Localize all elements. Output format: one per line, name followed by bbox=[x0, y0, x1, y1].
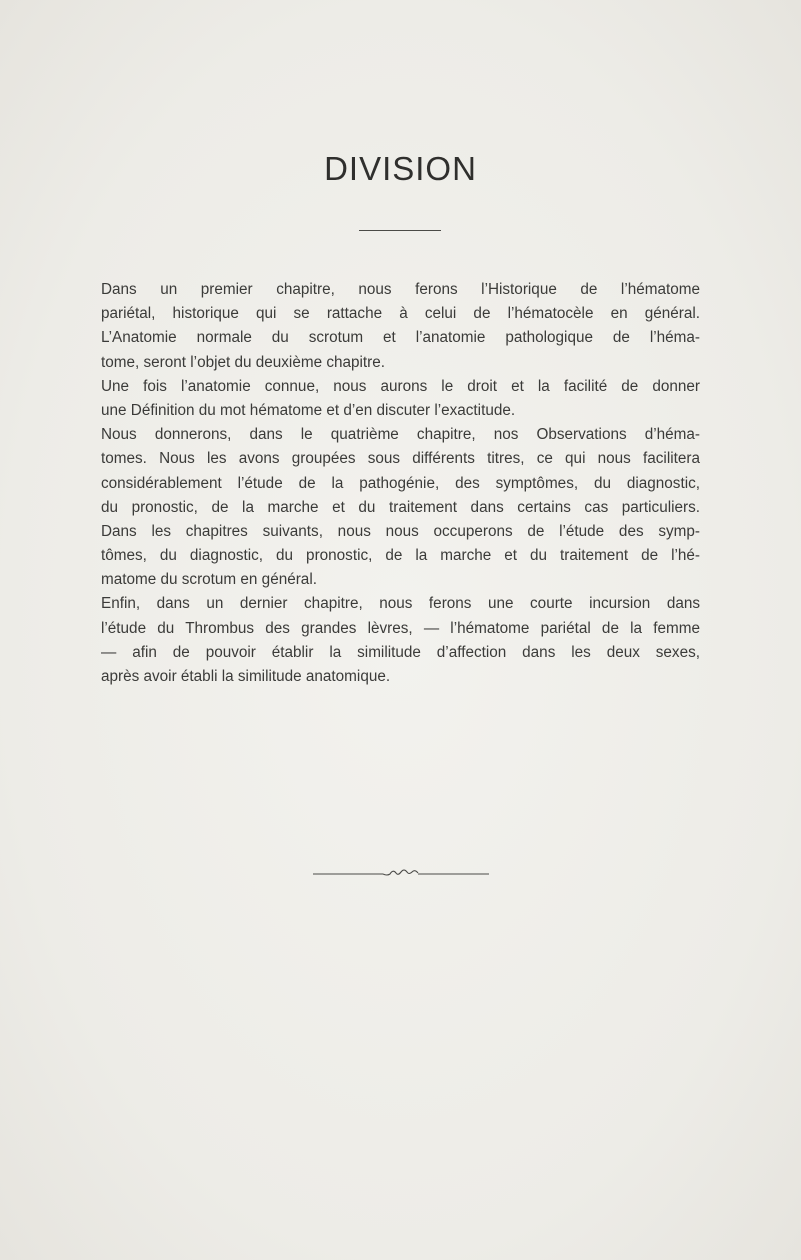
text-line: tômes, du diagnostic, du pronostic, de la marche et du traitement de l’hé- bbox=[101, 547, 700, 565]
title-underline-rule bbox=[359, 230, 441, 231]
text-line: Une fois l’anatomie connue, nous aurons le droit et la facilité de donner bbox=[101, 377, 700, 395]
text-line: considérablement l’étude de la pathogénie, des symptômes, du diagnostic, bbox=[101, 474, 700, 492]
text-line: Dans un premier chapitre, nous ferons l’Historique de l’hématome bbox=[101, 281, 700, 298]
page-title: DIVISION bbox=[324, 150, 477, 187]
text-line: l’étude du Thrombus des grandes lèvres, — l’hématome pariétal de la femme bbox=[101, 619, 700, 637]
text-line: pariétal, historique qui se rattache à celui de l’hématocèle en général. bbox=[101, 305, 700, 323]
text-line: tome, seront l’objet du deuxième chapitre. bbox=[101, 353, 386, 371]
text-line: matome du scrotum en général. bbox=[101, 571, 317, 589]
text-line: Dans les chapitres suivants, nous nous occuperons de l’étude des symp- bbox=[101, 522, 700, 540]
text-line: du pronostic, de la marche et du traitement dans certains cas particuliers. bbox=[101, 498, 700, 516]
end-ornament-rule bbox=[313, 868, 489, 880]
text-line: Enfin, dans un dernier chapitre, nous ferons une courte incursion dans bbox=[101, 595, 700, 613]
text-line: L’Anatomie normale du scrotum et l’anatomie pathologique de l’héma- bbox=[101, 329, 700, 347]
text-line: Nous donnerons, dans le quatrième chapitre, nos Observations d’héma- bbox=[101, 426, 700, 444]
text-line: — afin de pouvoir établir la similitude d’affection dans les deux sexes, bbox=[101, 643, 700, 661]
body-paragraphs bbox=[101, 278, 700, 689]
text-line: tomes. Nous les avons groupées sous différents titres, ce qui nous facilitera bbox=[101, 450, 700, 468]
text-line: après avoir établi la similitude anatomique. bbox=[101, 668, 391, 685]
text-line: une Définition du mot hématome et d’en discuter l’exactitude. bbox=[101, 401, 516, 419]
